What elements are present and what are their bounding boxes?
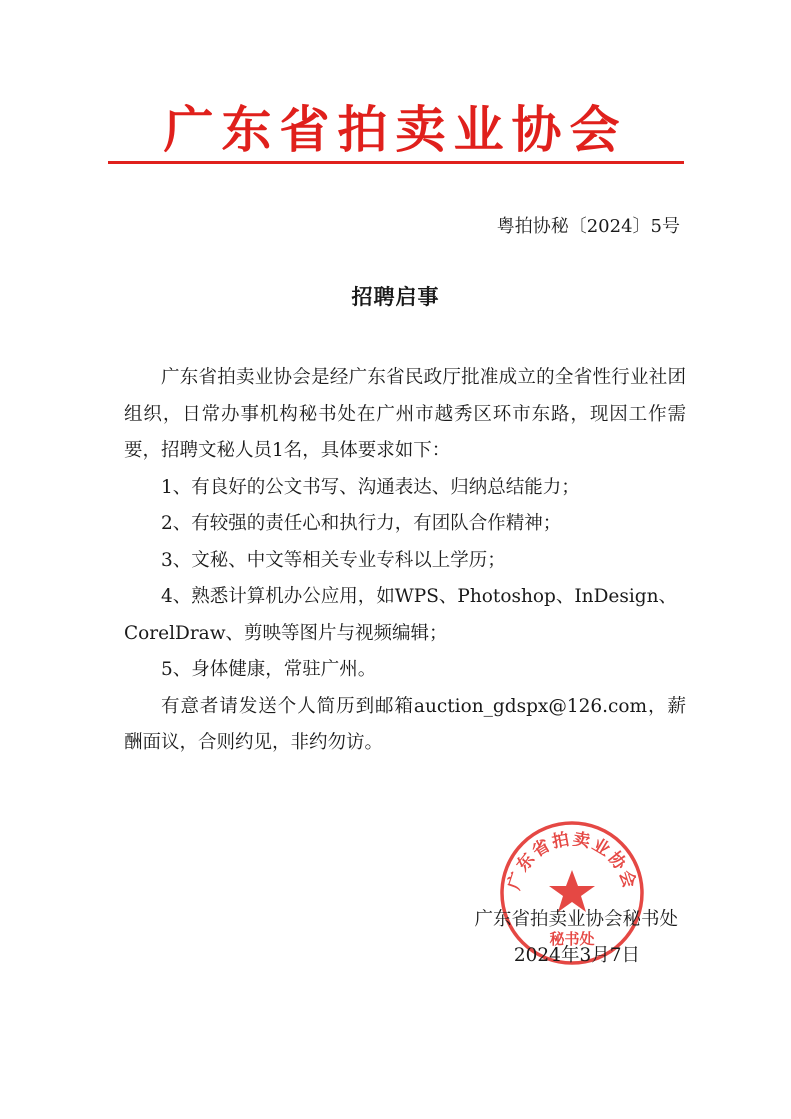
closing-paragraph: 有意者请发送个人简历到邮箱auction_gdspx@126.com，薪酬面议，合则约见，非约勿访。 (124, 695, 686, 753)
requirement-item-5: 5、身体健康，常驻广州。 (161, 659, 377, 680)
signature-date: 2024年3月7日 (513, 945, 640, 966)
signature-org: 广东省拍卖业协会秘书处 (474, 909, 678, 930)
notice-body (124, 360, 686, 762)
requirement-item-4: 4、熟悉计算机办公应用，如WPS、Photoshop、InDesign、CorelDraw、剪映等图片与视频编辑； (124, 586, 678, 644)
requirement-item-2: 2、有较强的责任心和执行力，有团队合作精神； (161, 513, 562, 534)
notice-title: 招聘启事 (351, 285, 440, 309)
intro-paragraph: 广东省拍卖业协会是经广东省民政厅批准成立的全省性行业社团组织，日常办事机构秘书处在广州市越秀区环市东路，现因工作需要，招聘文秘人员1名，具体要求如下： (124, 367, 686, 461)
letterhead-red-rule (108, 161, 684, 164)
document-number: 粤拍协秘〔2024〕5号 (496, 216, 680, 237)
seal-bottom-text: 秘书处 (549, 930, 595, 948)
letterhead-title: 广东省拍卖业协会 (163, 100, 628, 159)
requirement-item-1: 1、有良好的公文书写、沟通表达、归纳总结能力； (161, 476, 580, 498)
requirement-item-3: 3、文秘、中文等相关专业专科以上学历； (161, 549, 506, 571)
seal-arc-text: 广东省拍卖业协会 (504, 829, 640, 893)
